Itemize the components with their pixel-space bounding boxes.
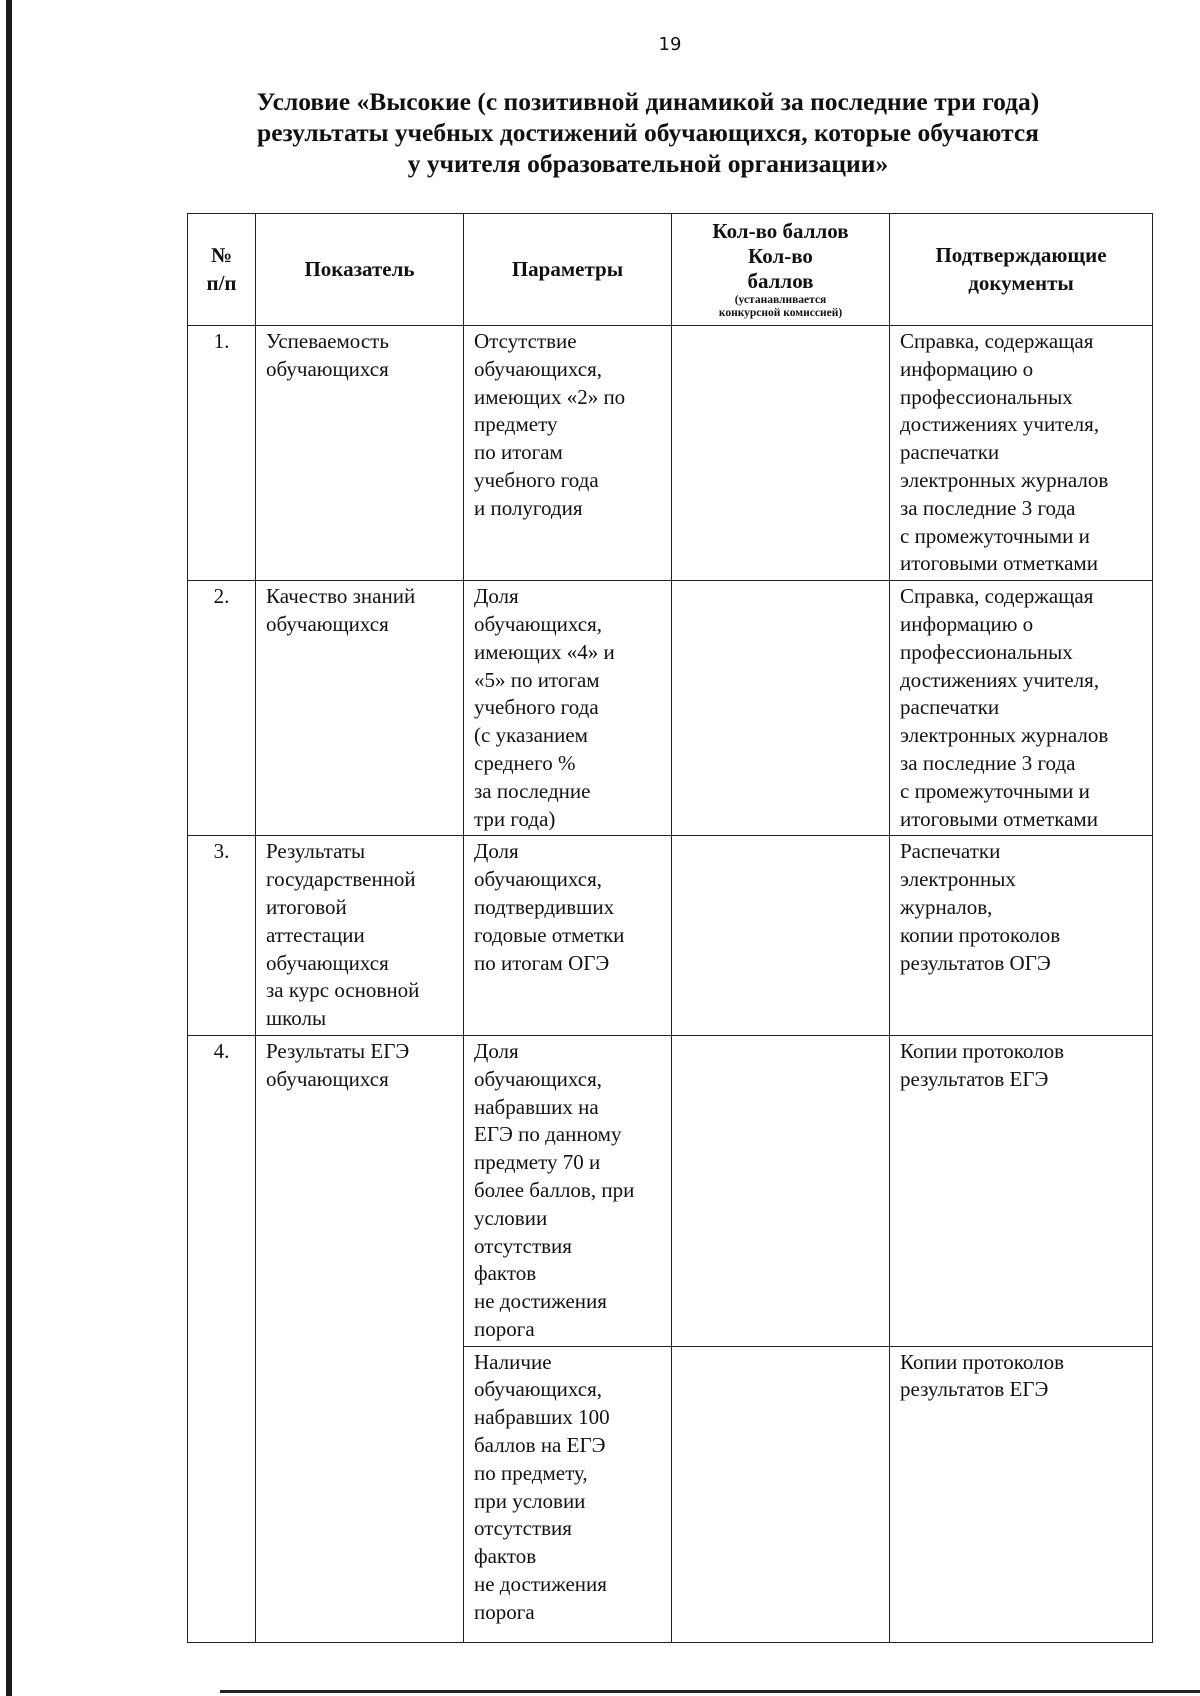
points-cell: [672, 1346, 890, 1642]
bottom-rule: [220, 1690, 1200, 1693]
parameters-cell-line: обучающихся,: [474, 1066, 602, 1091]
parameters-cell-line: Доля: [474, 584, 519, 609]
scan-edge: [6, 0, 12, 1696]
parameters-cell-line: условии: [474, 1205, 548, 1230]
documents-cell: [890, 1346, 1153, 1642]
parameters-cell-line: ЕГЭ по данному: [474, 1122, 622, 1147]
documents-cell-line: информацию о: [900, 356, 1034, 381]
parameters-cell-line: баллов на ЕГЭ: [474, 1433, 606, 1458]
header-points: Кол-во баллов Кол-во баллов (устанавливается конкурсной комиссией): [672, 214, 890, 326]
parameters-cell: [464, 326, 672, 581]
points-cell: [672, 1035, 890, 1346]
parameters-cell-line: по итогам ОГЭ: [474, 950, 610, 975]
parameters-cell-line: отсутствия: [474, 1233, 572, 1258]
documents-cell-line: профессиональных: [900, 639, 1073, 664]
row-number: 1.: [188, 326, 256, 581]
table-header-row: [188, 214, 1153, 326]
header-indicator: Показатель: [256, 214, 464, 326]
indicator-cell-line: Результаты ЕГЭ: [266, 1038, 410, 1063]
documents-cell-line: Справка, содержащая: [900, 329, 1094, 353]
parameters-cell-line: имеющих «2» по: [474, 384, 626, 409]
documents-cell-line: Распечатки: [900, 839, 1001, 864]
parameters-cell-line: не достижения: [474, 1289, 607, 1314]
documents-cell: [890, 836, 1153, 1036]
row-number: [188, 1346, 256, 1642]
documents-cell-line: достижениях учителя,: [900, 667, 1100, 692]
table-row: [188, 1346, 1153, 1642]
parameters-cell-line: среднего %: [474, 750, 576, 775]
parameters-cell-line: порога: [474, 1599, 535, 1624]
parameters-cell-line: предмету 70 и: [474, 1150, 601, 1175]
header-parameters: Параметры: [464, 214, 672, 326]
indicator-cell: [256, 836, 464, 1036]
indicator-cell: [256, 326, 464, 581]
documents-cell-line: журналов,: [900, 894, 993, 919]
table-body: [188, 326, 1153, 1643]
indicator-cell-line: аттестации: [266, 922, 365, 947]
documents-cell: [890, 326, 1153, 581]
table-row: [188, 326, 1153, 581]
documents-cell-line: достижениях учителя,: [900, 412, 1100, 437]
parameters-cell-line: Доля: [474, 1038, 519, 1063]
parameters-cell-line: имеющих «4» и: [474, 639, 615, 664]
parameters-cell-line: при условии: [474, 1488, 586, 1513]
indicator-cell: [256, 1346, 464, 1642]
parameters-cell-line: учебного года: [474, 695, 599, 720]
parameters-cell-line: три года): [474, 806, 556, 831]
parameters-cell-line: предмету: [474, 412, 558, 437]
parameters-cell-line: набравших 100: [474, 1405, 610, 1430]
parameters-cell-line: отсутствия: [474, 1516, 572, 1541]
indicator-cell-line: школы: [266, 1006, 327, 1031]
parameters-cell-line: Отсутствие: [474, 329, 577, 353]
row-number: 3.: [188, 836, 256, 1036]
indicator-cell-line: государственной: [266, 867, 416, 892]
parameters-cell-line: «5» по итогам: [474, 667, 600, 692]
parameters-cell-line: учебного года: [474, 467, 599, 492]
row-number: 2.: [188, 581, 256, 836]
documents-cell-line: распечатки: [900, 440, 1000, 465]
header-documents: Подтверждающие документы: [890, 214, 1153, 326]
documents-cell-line: результатов ЕГЭ: [900, 1377, 1049, 1402]
documents-cell-line: за последние 3 года: [900, 750, 1076, 775]
documents-cell: [890, 1035, 1153, 1346]
document-title: [186, 86, 1110, 179]
parameters-cell-line: по предмету,: [474, 1460, 588, 1485]
parameters-cell-line: фактов: [474, 1261, 537, 1286]
parameters-cell-line: обучающихся,: [474, 356, 602, 381]
parameters-cell-line: и полугодия: [474, 495, 583, 520]
parameters-cell-line: Наличие: [474, 1349, 552, 1374]
header-points-note: (устанавливается: [734, 294, 827, 306]
indicator-cell-line: обучающихся: [266, 1066, 389, 1091]
parameters-cell: [464, 836, 672, 1036]
documents-cell-line: Копии протоколов: [900, 1038, 1065, 1063]
title-line: у учителя образовательной организации»: [407, 149, 889, 178]
points-cell: [672, 581, 890, 836]
page-number: 19: [658, 34, 682, 55]
documents-cell-line: с промежуточными и: [900, 523, 1090, 548]
title-line: результаты учебных достижений обучающихся, которые обучаются: [257, 118, 1039, 147]
documents-cell-line: Справка, содержащая: [900, 584, 1094, 609]
indicator-cell-line: обучающихся: [266, 356, 389, 381]
documents-cell-line: за последние 3 года: [900, 495, 1076, 520]
parameters-cell-line: не достижения: [474, 1572, 607, 1597]
indicator-cell-line: итоговой: [266, 894, 347, 919]
parameters-cell-line: Доля: [474, 839, 519, 864]
documents-cell-line: электронных журналов: [900, 467, 1109, 492]
parameters-cell-line: годовые отметки: [474, 922, 625, 947]
parameters-cell: [464, 1346, 672, 1642]
indicator-cell: [256, 1035, 464, 1346]
parameters-cell-line: фактов: [474, 1544, 537, 1569]
parameters-cell-line: подтвердивших: [474, 894, 615, 919]
indicator-cell-line: обучающихся: [266, 950, 389, 975]
indicator-cell: [256, 581, 464, 836]
row-number: 4.: [188, 1035, 256, 1346]
documents-cell-line: электронных журналов: [900, 723, 1109, 748]
table-row: [188, 836, 1153, 1036]
indicator-cell-line: Успеваемость: [266, 329, 389, 353]
documents-cell-line: информацию о: [900, 611, 1034, 636]
parameters-cell: [464, 1035, 672, 1346]
table-row: [188, 1035, 1153, 1346]
documents-cell-line: результатов ОГЭ: [900, 950, 1051, 975]
documents-cell-line: итоговыми отметками: [900, 551, 1098, 576]
parameters-cell-line: за последние: [474, 778, 591, 803]
parameters-cell-line: обучающихся,: [474, 1377, 602, 1402]
documents-cell-line: итоговыми отметками: [900, 806, 1098, 831]
documents-cell-line: результатов ЕГЭ: [900, 1066, 1049, 1091]
parameters-cell-line: обучающихся,: [474, 867, 602, 892]
documents-cell-line: профессиональных: [900, 384, 1073, 409]
parameters-cell-line: обучающихся,: [474, 611, 602, 636]
indicator-cell-line: за курс основной: [266, 978, 420, 1003]
parameters-cell: [464, 581, 672, 836]
documents-cell-line: с промежуточными и: [900, 778, 1090, 803]
indicator-cell-line: Качество знаний: [266, 584, 416, 609]
parameters-cell-line: более баллов, при: [474, 1177, 635, 1202]
points-cell: [672, 326, 890, 581]
points-cell: [672, 836, 890, 1036]
indicator-cell-line: обучающихся: [266, 611, 389, 636]
documents-cell-line: копии протоколов: [900, 922, 1061, 947]
documents-cell-line: электронных: [900, 867, 1016, 892]
documents-cell-line: распечатки: [900, 695, 1000, 720]
documents-cell-line: Копии протоколов: [900, 1349, 1065, 1374]
criteria-table: [187, 213, 1153, 1643]
title-line: Условие «Высокие (с позитивной динамикой за последние три года): [256, 87, 1040, 116]
header-points-note: конкурсной комиссией): [718, 307, 843, 319]
parameters-cell-line: (с указанием: [474, 723, 588, 748]
documents-cell: [890, 581, 1153, 836]
header-num: № п/п: [188, 214, 256, 326]
table-row: [188, 581, 1153, 836]
indicator-cell-line: Результаты: [266, 839, 366, 864]
parameters-cell-line: набравших на: [474, 1094, 599, 1119]
parameters-cell-line: по итогам: [474, 440, 563, 465]
parameters-cell-line: порога: [474, 1316, 535, 1341]
